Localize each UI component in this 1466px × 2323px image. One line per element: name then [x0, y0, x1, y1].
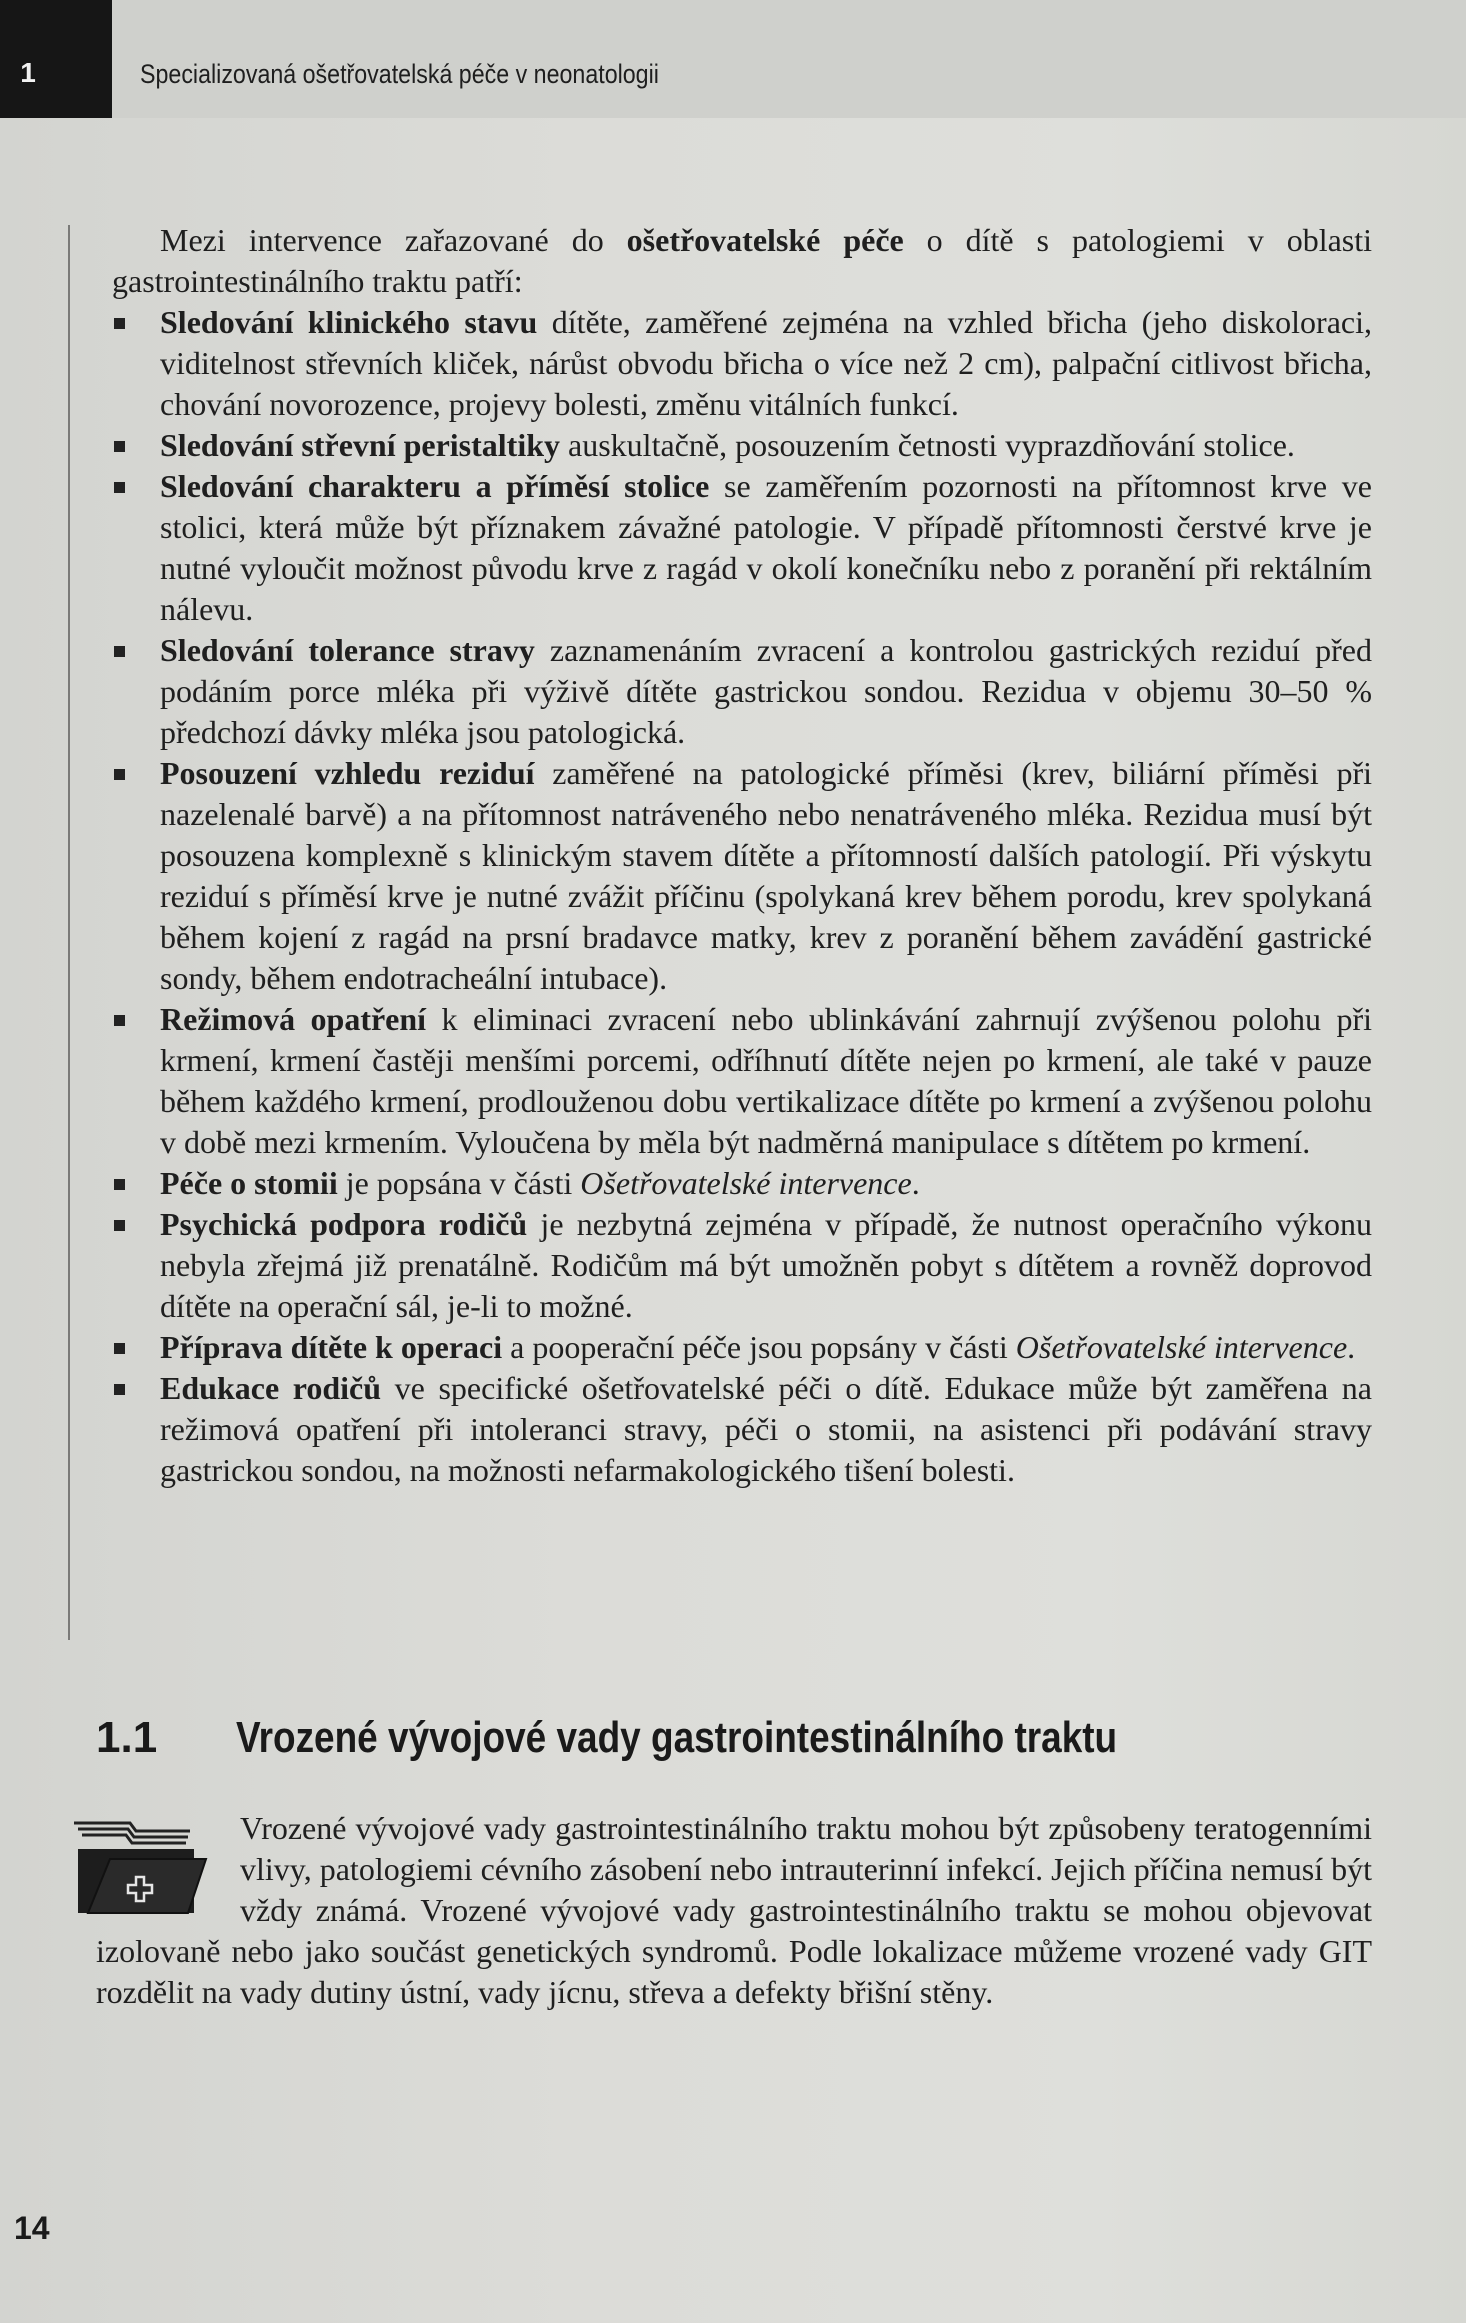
- list-item: [112, 302, 1372, 425]
- list-item-term: Sledování střevní peristaltiky: [160, 427, 561, 463]
- list-item-term: Psychická podpora rodičů: [160, 1206, 528, 1242]
- list-item-term: Sledování klinického stavu: [160, 304, 538, 340]
- section-paragraph-text: Vrozené vývojové vady gastrointestinálního traktu mohou být způsobeny teratogenními vlivy, patologiemi cévního zásobení nebo intrauterinní infekcí. Jejich příčina nemusí být vždy známá. Vrozené vývojové vady gastrointestinálního traktu se mohou objevovat izolovaně nebo jako součást genetických syndromů. Podle lokalizace můžeme vrozené vady GIT rozdělit na vady dutiny ústní, vady jícnu, střeva a defekty břišní stěny.: [96, 1810, 1372, 2010]
- intro-bold: ošetřovatelské péče: [626, 222, 904, 258]
- list-item-text: ve specifické ošetřovatelské péči o dítě. Edukace může být zaměřena na režimová opatření při intoleranci stravy, péči o stomii, na asistenci při podávání stravy gastrickou sondou, na možnosti nefarmakologického tišení bolesti.: [160, 1370, 1373, 1488]
- list-item: [112, 630, 1372, 753]
- list-item: [112, 1204, 1372, 1327]
- list-item: [112, 1327, 1372, 1368]
- chapter-number: 1: [20, 57, 36, 88]
- list-item-tail: .: [1347, 1329, 1356, 1365]
- list-item-term: Sledování tolerance stravy: [160, 632, 535, 668]
- intro-before: Mezi intervence zařazované do: [160, 222, 627, 258]
- section-heading: [96, 1712, 1396, 1764]
- margin-rule: [68, 225, 70, 1640]
- list-item-reference: Ošetřovatelské intervence: [1015, 1329, 1348, 1365]
- list-item: [112, 753, 1372, 999]
- section-number: 1.1: [96, 1713, 158, 1762]
- list-item-term: Sledování charakteru a příměsí stolice: [160, 468, 710, 504]
- page-number: 14: [14, 2210, 50, 2246]
- section-paragraph: [96, 1808, 1372, 2013]
- intervention-list: [112, 302, 1372, 1491]
- list-item-term: Režimová opatření: [160, 1001, 427, 1037]
- list-item: [112, 466, 1372, 630]
- list-item-text: zaznamenáním zvracení a kontrolou gastrických reziduí před podáním porce mléka při výživě dítěte gastrickou sondou. Rezidua v objemu 30–50 % předchozí dávky mléka jsou patologická.: [160, 632, 1373, 750]
- intro-paragraph: [112, 220, 1372, 302]
- list-item: [112, 425, 1372, 466]
- list-item-reference: Ošetřovatelské intervence: [580, 1165, 912, 1201]
- list-item-text: auskultačně, posouzením četnosti vyprazdňování stolice.: [560, 427, 1295, 463]
- list-item-text: dítěte, zaměřené zejména na vzhled břicha (jeho diskoloraci, viditelnost střevních kliček, nárůst obvodu břicha o více než 2 cm), palpační citlivost břicha, chování novorozence, projevy bolesti, změnu vitálních funkcí.: [160, 304, 1372, 422]
- list-item-text: zaměřené na patologické příměsi (krev, biliární příměsi při nazelenalé barvě) a na přítomnost natráveného nebo nenatráveného mléka. Rezidua musí být posouzena komplexně s klinickým stavem dítěte a přítomností dalších patologií. Při výskytu reziduí s příměsí krve je nutné zvážit příčinu (spolykaná krev během porodu, krev spolykaná během kojení z ragád na prsní bradavce matky, krev z poranění během zavádění gastrické sondy, během endotracheální intubace).: [160, 755, 1373, 996]
- list-item: [112, 1163, 1372, 1204]
- nursing-care-block: [112, 220, 1372, 1491]
- list-item-term: Péče o stomii: [160, 1165, 338, 1201]
- chapter-tab: [0, 0, 112, 118]
- list-item: [112, 999, 1372, 1163]
- list-item-text: se zaměřením pozornosti na přítomnost krve ve stolici, která může být příznakem závažné patologie. V případě přítomnosti čerstvé krve je nutné vyloučit možnost původu krve z ragád v okolí konečníku nebo z poranění při rektálním nálevu.: [160, 468, 1373, 627]
- intro-after: o dítě s patologiemi v oblasti gastrointestinálního traktu patří:: [112, 222, 1373, 299]
- list-item-tail: .: [911, 1165, 920, 1201]
- section-title: Vrozené vývojové vady gastrointestinálního traktu: [236, 1713, 1118, 1762]
- running-title: Specializovaná ošetřovatelská péče v neonatologii: [140, 59, 659, 89]
- list-item-text: k eliminaci zvracení nebo ublinkávání zahrnují zvýšenou polohu při krmení, krmení častěji menšími porcemi, odříhnutí dítěte nejen po krmení, ale také v pauze během každého krmení, prodlouženou dobu vertikalizace dítěte po krmení a zvýšenou polohu v době mezi krmením. Vyloučena by měla být nadměrná manipulace s dítětem po krmení.: [160, 1001, 1373, 1160]
- list-item-text: a pooperační péče jsou popsány v části: [502, 1329, 1016, 1365]
- list-item-term: Příprava dítěte k operaci: [160, 1329, 503, 1365]
- list-item-text: je popsána v části: [337, 1165, 581, 1201]
- running-header: [0, 0, 1466, 118]
- list-item: [112, 1368, 1372, 1491]
- list-item-term: Posouzení vzhledu reziduí: [160, 755, 535, 791]
- list-item-term: Edukace rodičů: [160, 1370, 382, 1406]
- list-item-text: je nezbytná zejména v případě, že nutnost operačního výkonu nebyla zřejmá již prenatálně. Rodičům má být umožněn pobyt s dítětem a rovněž doprovod dítěte na operační sál, je-li to možné.: [160, 1206, 1373, 1324]
